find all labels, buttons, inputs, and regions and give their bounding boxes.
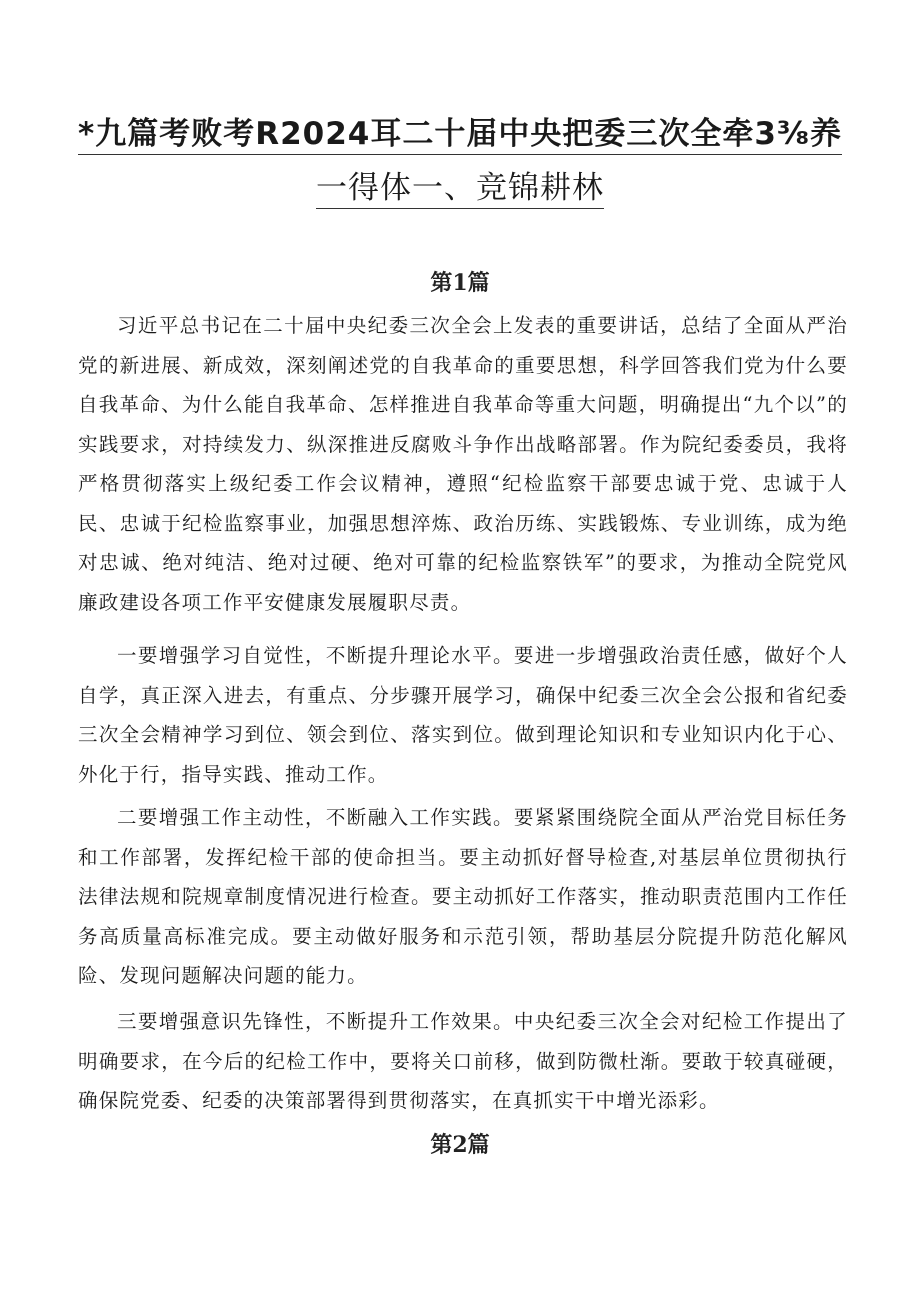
document-title-line1: *九篇考败考R2024耳二十届中央把委三次全牵3⅜养 <box>60 112 860 156</box>
section-heading-1: 第1篇 <box>430 270 490 296</box>
paragraph-1: 习近平总书记在二十届中央纪委三次全会上发表的重要讲话，总结了全面从严治党的新进展、新成效，深刻阐述党的自我革命的重要思想，科学回答我们党为什么要自我革命、为什么能自我革命、怎样推进自我革命等重大问题，明确提出“九个以”的实践要求，对持续发力、纵深推进反腐败斗争作出战略部署。作为院纪委委员，我将严格贯彻落实上级纪委工作会议精神，遵照“纪检监察干部要忠诚于党、忠诚于人民、忠诚于纪检监察事业，加强思想淬炼、政治历练、实践锻炼、专业训练，成为绝对忠诚、绝对纯洁、绝对过硬、绝对可靠的纪检监察铁军”的要求，为推动全院党风廉政建设各项工作平安健康发展履职尽责。 <box>78 314 848 614</box>
paragraph-3: 二要增强工作主动性，不断融入工作实践。要紧紧围绕院全面从严治党目标任务和工作部署，发挥纪检干部的使命担当。要主动抓好督导检查,对基层单位贯彻执行法律法规和院规章制度情况进行检查。要主动抓好工作落实，推动职责范围内工作任务高质量高标准完成。要主动做好服务和示范引领，帮助基层分院提升防范化解风险、发现问题解决问题的能力。 <box>78 806 848 987</box>
section-heading-2: 第2篇 <box>430 1132 490 1158</box>
document-title-line2: 一得体一、竞锦耕林 <box>60 166 860 210</box>
paragraph-2: 一要增强学习自觉性，不断提升理论水平。要进一步增强政治责任感，做好个人自学，真正深入进去，有重点、分步骤开展学习，确保中纪委三次全会公报和省纪委三次全会精神学习到位、领会到位、落实到位。做到理论知识和专业知识内化于心、外化于行，指导实践、推动工作。 <box>78 644 848 786</box>
paragraph-4: 三要增强意识先锋性，不断提升工作效果。中央纪委三次全会对纪检工作提出了明确要求，在今后的纪检工作中，要将关口前移，做到防微杜渐。要敢于较真碰硬，确保院党委、纪委的决策部署得到贯彻落实，在真抓实干中增光添彩。 <box>78 1010 848 1112</box>
